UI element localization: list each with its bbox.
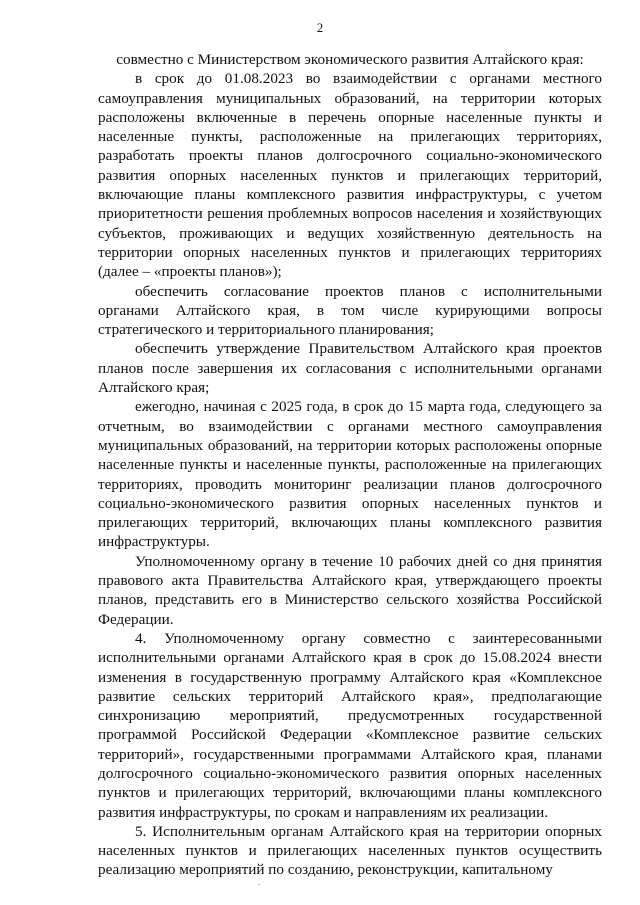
paragraph-approval-coordination: обеспечить согласование проектов планов с исполнительными органами Алтайского края, в том числе курирующими вопросы стратегического и территориального планирования; [98,282,602,339]
paragraph-deadline-plans: в срок до 01.08.2023 во взаимодействии с органами местного самоуправления муниципальных образований, на территории которых расположены включенные в перечень опорные населенные пункты и населенные пункты, расположенные на прилегающих территориях, разработать проекты планов долгосрочного социально-экономического развития опорных населенных пунктов и прилегающих территорий, включающие планы комплексного развития инфраструктуры, с учетом приоритетности решения проблемных вопросов населения и хозяйствующих субъектов, проживающих и ведущих хозяйственную деятельность на территории опорных населенных пунктов и прилегающих территориях (далее – «проекты планов»); [98,70,602,281]
paragraph-government-approval: обеспечить утверждение Правительством Алтайского края проектов планов после завершения их согласования с исполнительными органами Алтайского края; [98,340,602,397]
paragraph-item-5: 5. Исполнительным органам Алтайского края на территории опорных населенных пунктов и прилегающих населенных пунктов осуществить реализацию мероприятий по созданию, реконструкции, капитальному [98,822,602,879]
paragraph-intro: совместно с Министерством экономического развития Алтайского края: [116,51,584,68]
paragraph-item-4: 4. Уполномоченному органу совместно с заинтересованными исполнительными органами Алтайского края в срок до 15.08.2024 внести изменения в государственную программу Алтайского края «Комплексное развитие сельских территорий Алтайского края», предполагающие синхронизацию мероприятий, предусмотренных государственной программой Российской Федерации «Комплексное развитие сельских территорий», государственными программами Алтайского края, планами долгосрочного социально-экономического развития опорных населенных пунктов и прилегающих территорий, включающими планы комплексного развития инфраструктуры, по срокам и направлениям их реализации. [98,629,602,821]
document-body [98,50,602,880]
paragraph-submission: Уполномоченному органу в течение 10 рабочих дней со дня принятия правового акта Правительства Алтайского края, утверждающего проекты планов, представить его в Министерство сельского хозяйства Российской Федерации. [98,552,602,628]
paragraph-annual-monitoring: ежегодно, начиная с 2025 года, в срок до 15 марта года, следующего за отчетным, во взаимодействии с органами местного самоуправления муниципальных образований, на территории которых расположены опорные населенные пункты и населенные пункты, расположенные на прилегающих территориях, проводить мониторинг реализации планов долгосрочного социально-экономического развития опорных населенных пунктов и прилегающих территорий, включающих планы комплексного развития инфраструктуры. [98,398,602,551]
scan-dot-mark: . [258,878,260,887]
page-number: 2 [316,20,324,35]
